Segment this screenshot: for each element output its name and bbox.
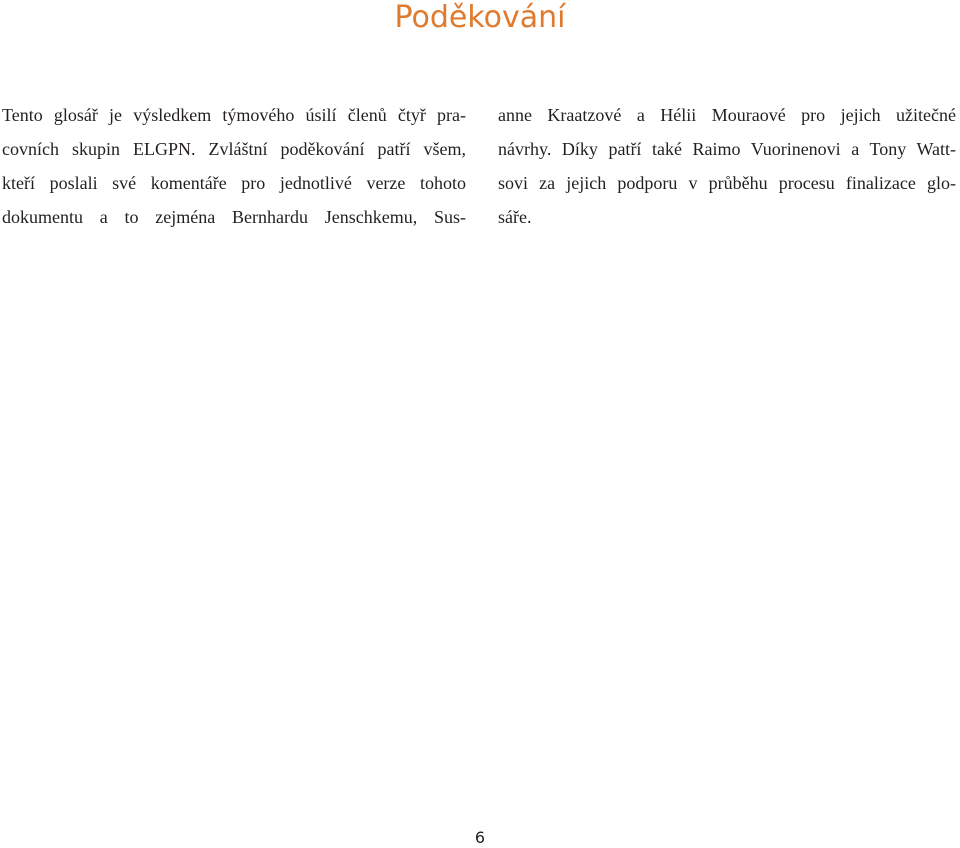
page-heading: Poděkování bbox=[394, 0, 566, 35]
text-line: anne Kraatzové a Hélii Mouraové pro jejich užitečné bbox=[498, 105, 956, 125]
text-line: dokumentu a to zejména Bernhardu Jenschkemu, Sus- bbox=[2, 207, 466, 227]
text-line: covních skupin ELGPN. Zvláštní poděkování patří všem, bbox=[2, 139, 466, 159]
text-line: sáře. bbox=[498, 207, 532, 227]
text-column-left bbox=[2, 98, 466, 234]
text-line: Tento glosář je výsledkem týmového úsilí členů čtyř pra- bbox=[2, 105, 466, 125]
page-number: 6 bbox=[474, 828, 486, 847]
text-line: návrhy. Díky patří také Raimo Vuorinenovi a Tony Watt- bbox=[498, 139, 956, 159]
text-column-right bbox=[498, 98, 956, 234]
text-line: kteří poslali své komentáře pro jednotlivé verze tohoto bbox=[2, 173, 466, 193]
text-line: sovi za jejich podporu v průběhu procesu finalizace glo- bbox=[498, 173, 956, 193]
